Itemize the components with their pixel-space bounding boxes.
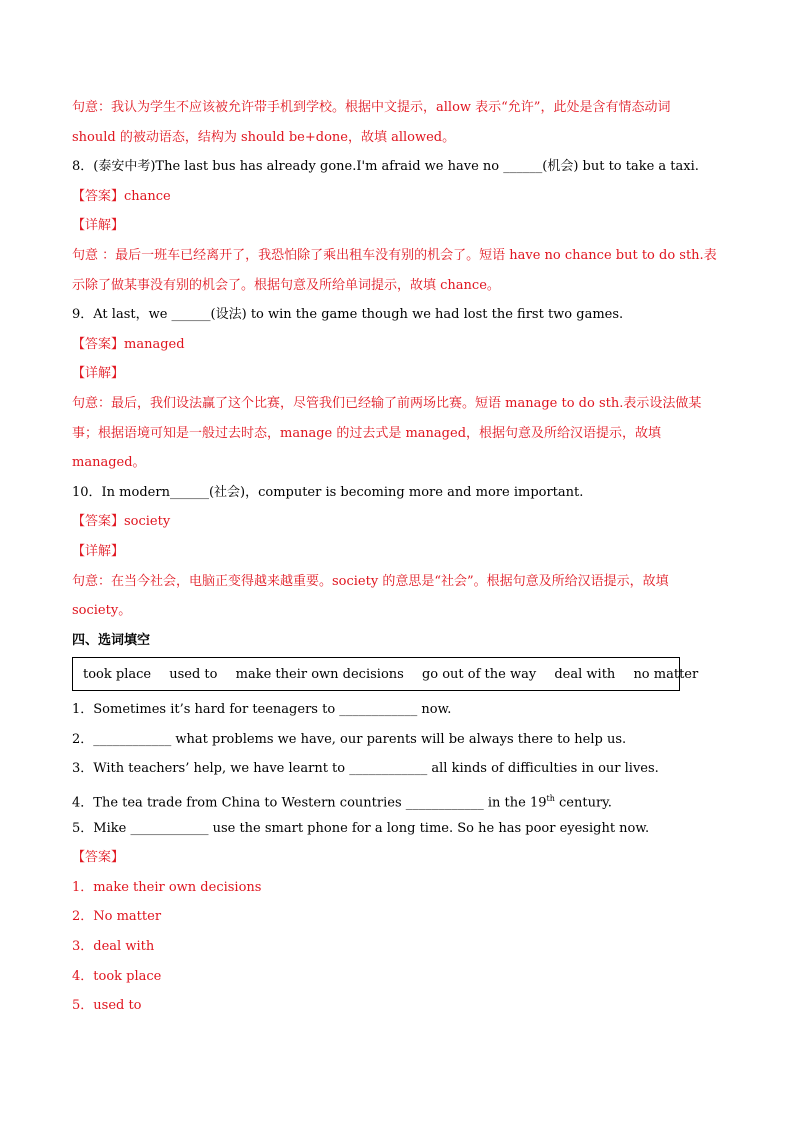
fill-question-4-tail: century. bbox=[554, 795, 612, 811]
superscript-th: th bbox=[546, 794, 555, 804]
word-bank-box bbox=[72, 657, 699, 691]
word-bank-item: no matter bbox=[633, 667, 699, 683]
fill-question-1: 1．Sometimes it’s hard for teenagers to ____________ now. bbox=[72, 702, 452, 718]
answer-8: 【答案】chance bbox=[72, 188, 171, 204]
answer-item-3: 3．deal with bbox=[72, 939, 155, 955]
word-bank-item: used to bbox=[169, 667, 218, 683]
explanation-line: 句意 ：最后一班车已经离开了，我恐怕除了乘出租车没有别的机会了。短语 have no chance but to do sth.表 bbox=[72, 247, 717, 263]
document-page bbox=[72, 93, 728, 1021]
question-10: 10．In modern______(社会)，computer is becoming more and more important. bbox=[72, 484, 584, 500]
answer-item-5: 5．used to bbox=[72, 998, 142, 1014]
answer-item-1: 1．make their own decisions bbox=[72, 879, 262, 895]
fill-question-4-text: 4．The tea trade from China to Western countries ____________ in the 19 bbox=[72, 795, 547, 811]
word-bank-item: took place bbox=[83, 667, 152, 683]
explanation-line: 句意：在当今社会，电脑正变得越来越重要。society 的意思是“社会”。根据句意及所给汉语提示，故填 bbox=[72, 573, 669, 589]
explanation-line: 句意：最后，我们设法赢了这个比赛，尽管我们已经输了前两场比赛。短语 manage to do sth.表示设法做某 bbox=[72, 395, 702, 411]
fill-question-5: 5．Mike ____________ use the smart phone for a long time. So he has poor eyesight now. bbox=[72, 820, 650, 836]
fill-question-3: 3．With teachers’ help, we have learnt to ____________ all kinds of difficulties in our lives. bbox=[72, 761, 659, 777]
word-bank-item: make their own decisions bbox=[235, 667, 404, 683]
fill-question-4 bbox=[72, 784, 728, 814]
question-8: 8．(泰安中考)The last bus has already gone.I'm afraid we have no ______(机会) but to take a taxi. bbox=[72, 159, 699, 175]
word-bank-item: go out of the way bbox=[421, 667, 537, 683]
answer-9: 【答案】managed bbox=[72, 336, 185, 352]
word-bank-item: deal with bbox=[554, 667, 616, 683]
detail-heading: 【详解】 bbox=[72, 218, 125, 234]
answer-heading: 【答案】 bbox=[72, 850, 125, 866]
explanation-line: 示除了做某事没有别的机会了。根据句意及所给单词提示，故填 chance。 bbox=[72, 277, 500, 293]
answer-item-2: 2．No matter bbox=[72, 909, 162, 925]
question-9: 9．At last，we ______(设法) to win the game though we had lost the first two games. bbox=[72, 307, 624, 323]
explanation-line: society。 bbox=[72, 603, 132, 619]
detail-heading: 【详解】 bbox=[72, 543, 125, 559]
section-heading: 四、选词填空 bbox=[72, 632, 151, 648]
answer-item-4: 4．took place bbox=[72, 968, 162, 984]
detail-heading: 【详解】 bbox=[72, 366, 125, 382]
fill-question-2: 2．____________ what problems we have, our parents will be always there to help us. bbox=[72, 731, 627, 747]
answer-10: 【答案】society bbox=[72, 514, 171, 530]
explanation-line: managed。 bbox=[72, 455, 146, 471]
explanation-line: 句意：我认为学生不应该被允许带手机到学校。根据中文提示，allow 表示“允许”，此处是含有情态动词 bbox=[72, 100, 671, 115]
explanation-line: 事；根据语境可知是一般过去时态，manage 的过去式是 managed，根据句意及所给汉语提示，故填 bbox=[72, 425, 662, 441]
explanation-line: should 的被动语态，结构为 should be+done，故填 allowed。 bbox=[72, 129, 456, 145]
